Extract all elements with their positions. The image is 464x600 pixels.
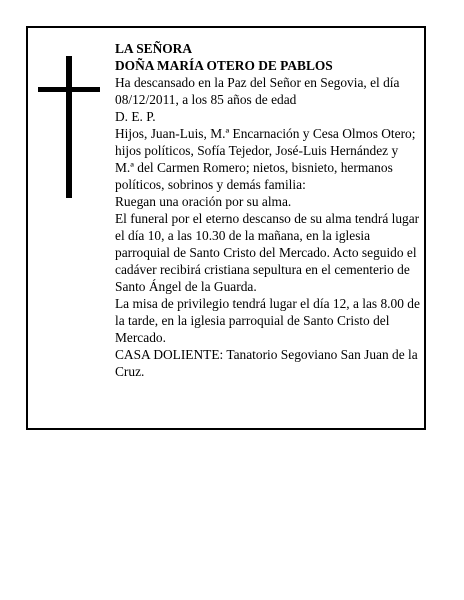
notice-family-list: Hijos, Juan-Luis, M.ª Encarnación y Cesa Olmos Otero; hijos políticos, Sofía Tejedor, José-Luis Hernández y M.ª del Carmen Romero; nietos, bisnieto, hermanos políticos, sobrinos y demás familia: (115, 126, 416, 192)
notice-text (115, 40, 420, 380)
notice-mourning-house: CASA DOLIENTE: Tanatorio Segoviano San Juan de la Cruz. (115, 347, 418, 379)
notice-prayer-request: Ruegan una oración por su alma. (115, 194, 292, 209)
cross-horizontal-bar (38, 87, 100, 92)
obituary-notice (26, 26, 426, 430)
notice-rip: D. E. P. (115, 109, 156, 124)
notice-mass-details: La misa de privilegio tendrá lugar el día 12, a las 8.00 de la tarde, en la iglesia parroquial de Santo Cristo del Mercado. (115, 296, 420, 345)
notice-funeral-details: El funeral por el eterno descanso de su alma tendrá lugar el día 10, a las 10.30 de la mañana, en la iglesia parroquial de Santo Cristo del Mercado. Acto seguido el cadáver recibirá cristiana sepultura en el cementerio de Santo Ángel de la Guarda. (115, 211, 420, 294)
cross-vertical-bar (66, 56, 72, 198)
notice-heading-title: LA SEÑORA (115, 41, 193, 56)
notice-heading-name: DOÑA MARÍA OTERO DE PABLOS (115, 58, 333, 73)
notice-death-announcement: Ha descansado en la Paz del Señor en Segovia, el día 08/12/2011, a los 85 años de edad (115, 75, 400, 107)
